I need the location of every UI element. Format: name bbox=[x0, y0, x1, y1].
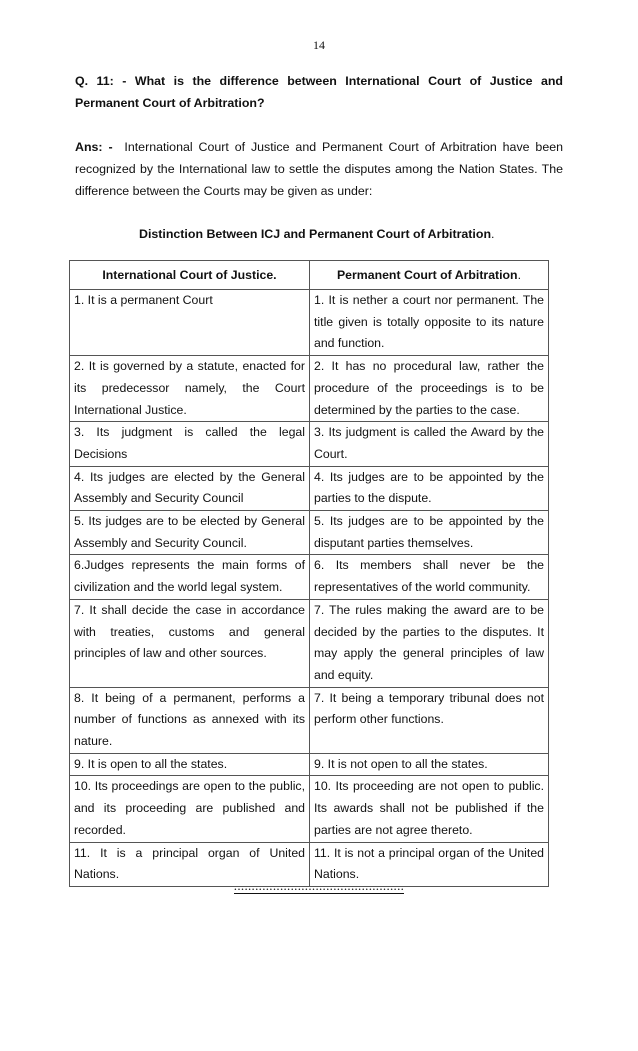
pca-cell: 5. Its judges are to be appointed by the disputant parties themselves. bbox=[310, 511, 549, 555]
table-row bbox=[70, 555, 549, 599]
icj-cell: 11. It is a principal organ of United Nations. bbox=[70, 842, 310, 886]
pca-cell: 7. The rules making the award are to be decided by the parties to the disputes. It may apply the general principles of law and equity. bbox=[310, 599, 549, 687]
pca-cell: 9. It is not open to all the states. bbox=[310, 753, 549, 776]
pca-cell: 6. Its members shall never be the representatives of the world community. bbox=[310, 555, 549, 599]
end-of-answer-divider bbox=[0, 878, 638, 894]
table-row bbox=[70, 753, 549, 776]
table-heading bbox=[139, 225, 494, 243]
table-row bbox=[70, 776, 549, 842]
pca-cell: 2. It has no procedural law, rather the procedure of the proceedings is to be determined by the parties to the case. bbox=[310, 356, 549, 422]
pca-cell: 1. It is nether a court nor permanent. The title given is totally opposite to its nature and function. bbox=[310, 290, 549, 356]
answer-label: Ans: - bbox=[75, 140, 113, 154]
header-pca-text: Permanent Court of Arbitration bbox=[336, 268, 518, 282]
icj-cell: 5. Its judges are to be elected by General Assembly and Security Council. bbox=[70, 511, 310, 555]
comparison-table bbox=[69, 260, 549, 887]
icj-cell: 3. Its judgment is called the legal Decisions bbox=[70, 422, 310, 466]
table-row bbox=[70, 599, 549, 687]
header-pca bbox=[310, 261, 549, 290]
answer-paragraph bbox=[75, 136, 563, 202]
pca-cell: 4. Its judges are to be appointed by the parties to the dispute. bbox=[310, 466, 549, 510]
icj-cell: 1. It is a permanent Court bbox=[70, 290, 310, 356]
question-text: Q. 11: - What is the difference between International Court of Justice and Permanent Court of Arbitration? bbox=[75, 74, 563, 110]
header-icj bbox=[70, 261, 310, 290]
pca-cell: 3. Its judgment is called the Award by the Court. bbox=[310, 422, 549, 466]
table-heading-text: Distinction Between ICJ and Permanent Court of Arbitration bbox=[139, 227, 492, 241]
table-header-row bbox=[70, 261, 549, 290]
table-row bbox=[70, 422, 549, 466]
pca-cell: 11. It is not a principal organ of the United Nations. bbox=[310, 842, 549, 886]
icj-cell: 9. It is open to all the states. bbox=[70, 753, 310, 776]
pca-cell: 10. Its proceeding are not open to public. Its awards shall not be published if the parties are not agree thereto. bbox=[310, 776, 549, 842]
answer-text: International Court of Justice and Permanent Court of Arbitration have been recognized by the International law to settle the disputes among the Nation States. The difference between the Courts may be given as under: bbox=[75, 140, 564, 198]
table-row bbox=[70, 356, 549, 422]
icj-cell: 6.Judges represents the main forms of civilization and the world legal system. bbox=[70, 555, 310, 599]
table-row bbox=[70, 511, 549, 555]
pca-cell: 7. It being a temporary tribunal does not perform other functions. bbox=[310, 687, 549, 753]
table-row bbox=[70, 290, 549, 356]
icj-cell: 10. Its proceedings are open to the public, and its proceeding are published and recorded. bbox=[70, 776, 310, 842]
icj-cell: 8. It being of a permanent, performs a number of functions as annexed with its nature. bbox=[70, 687, 310, 753]
icj-cell: 7. It shall decide the case in accordance with treaties, customs and general principles of law and other sources. bbox=[70, 599, 310, 687]
header-pca-period: . bbox=[517, 268, 521, 282]
page-number: 14 bbox=[313, 38, 325, 52]
end-dots: ................................................ bbox=[233, 878, 405, 893]
table-row bbox=[70, 466, 549, 510]
table-heading-period: . bbox=[491, 227, 495, 241]
icj-cell: 4. Its judges are elected by the General Assembly and Security Council bbox=[70, 466, 310, 510]
header-icj-text: International Court of Justice. bbox=[102, 268, 277, 282]
table-row bbox=[70, 687, 549, 753]
icj-cell: 2. It is governed by a statute, enacted for its predecessor namely, the Court International Justice. bbox=[70, 356, 310, 422]
